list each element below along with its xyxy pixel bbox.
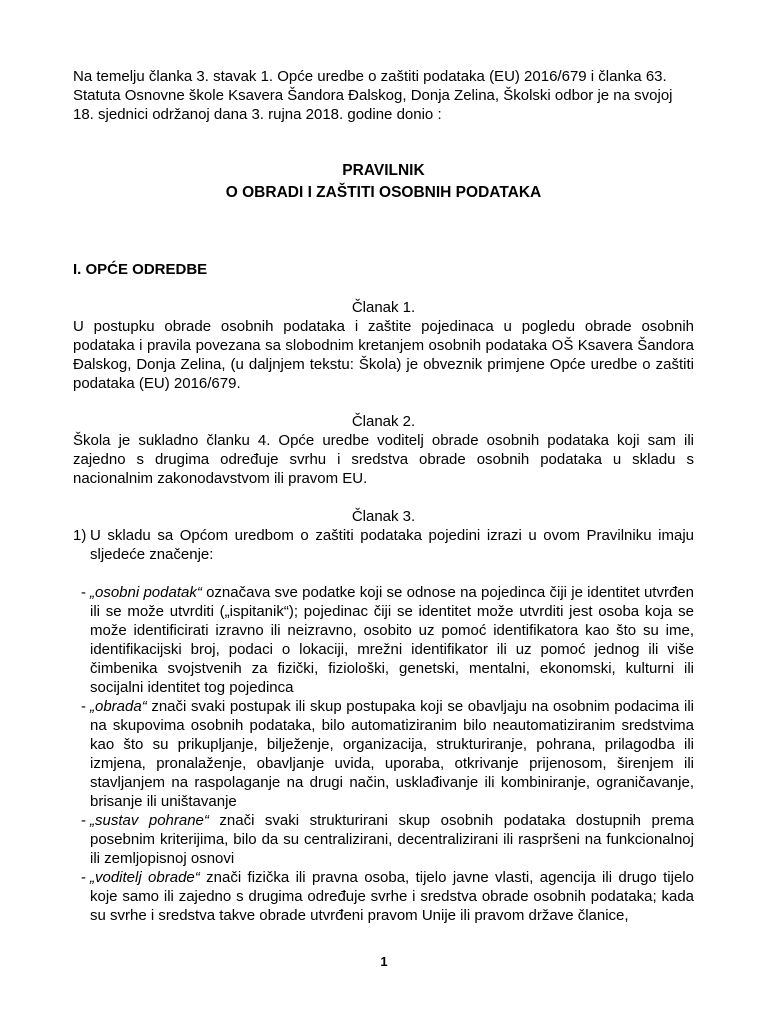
- section-heading: I. OPĆE ODREDBE: [73, 261, 208, 278]
- definition-text: znači fizička ili pravna osoba, tijelo javne vlasti, agencija ili drugo tijelo koje samo ili zajedno s drugima određuje svrhe i sredstva obrade osobnih podataka; kada su svrhe i sredstva takve obrade utvrđeni pravom Unije ili pravom države članice,: [90, 869, 694, 924]
- list-dash: -: [81, 584, 86, 601]
- definition-item: [73, 868, 694, 925]
- definitions-list: [73, 583, 694, 925]
- article-3-heading: Članak 3.: [351, 508, 416, 525]
- document-page: [73, 67, 694, 925]
- article-1-heading: Članak 1.: [351, 299, 416, 316]
- definition-item: [73, 811, 694, 868]
- definition-term: „sustav pohrane“: [90, 812, 209, 829]
- definition-item: [73, 583, 694, 697]
- definition-text: znači svaki strukturirani skup osobnih podataka dostupnih prema posebnim kriterijima, bilo da su centralizirani, decentralizirani ili raspršeni na funkcionalnoj ili zemljopisnoj osnovi: [90, 812, 694, 867]
- title-line-1: PRAVILNIK: [342, 162, 425, 179]
- item-text: U skladu sa Općom uredbom o zaštiti podataka pojedini izrazi u ovom Pravilniku imaju sljedeće značenje:: [90, 527, 694, 563]
- article-2-text: Škola je sukladno članku 4. Opće uredbe voditelj obrade osobnih podataka koji sam ili zajedno s drugima određuje svrhu i sredstva obrade osobnih podataka u skladu s nacionalnim zakonodavstvom ili pravom EU.: [73, 432, 694, 487]
- article-1-text: U postupku obrade osobnih podataka i zaštite pojedinaca u pogledu obrade osobnih podataka i pravila povezana sa slobodnim kretanjem osobnih podataka OŠ Ksavera Šandora Đalskog, Donja Zelina, (u daljnjem tekstu: Škola) je obveznik primjene Opće uredbe o zaštiti podataka (EU) 2016/679.: [73, 318, 694, 392]
- title-line-2: O OBRADI I ZAŠTITI OSOBNIH PODATAKA: [225, 184, 542, 201]
- document-title: [73, 160, 694, 204]
- definition-text: označava sve podatke koji se odnose na pojedinca čiji je identitet utvrđen ili se može utvrditi („ispitanik“); pojedinac čiji se identitet može utvrditi jest osoba koja se može identificirati izravno ili neizravno, osobito uz pomoć identifikatora kao što su ime, identifikacijski broj, podaci o lokaciji, mrežni identifikator ili uz pomoć jednog ili više čimbenika svojstvenih za fizički, fiziološki, genetski, mentalni, ekonomski, kulturni ili socijalni identitet tog pojedinca: [90, 584, 694, 696]
- definition-item: [73, 697, 694, 811]
- definition-term: „obrada“: [90, 698, 147, 715]
- list-dash: -: [81, 869, 86, 886]
- definition-term: „osobni podatak“: [90, 584, 202, 601]
- item-number: 1): [73, 527, 87, 544]
- list-dash: -: [81, 812, 86, 829]
- article-2-heading: Članak 2.: [351, 413, 416, 430]
- definition-term: „voditelj obrade“: [90, 869, 200, 886]
- list-dash: -: [81, 698, 86, 715]
- page-number: 1: [380, 954, 388, 969]
- article-3-item: [73, 526, 694, 564]
- definition-text: znači svaki postupak ili skup postupaka koji se obavljaju na osobnim podacima ili na skupovima osobnih podataka, bilo automatiziranim bilo neautomatiziranim sredstvima kao što su prikupljanje, bilježenje, organizacija, strukturiranje, pohrana, prilagodba ili izmjena, pronalaženje, obavljanje uvida, uporaba, otkrivanje prijenosom, širenjem ili stavljanjem na raspolaganje na drugi način, usklađivanje ili kombiniranje, ograničavanje, brisanje ili uništavanje: [90, 698, 694, 810]
- intro-paragraph: Na temelju članka 3. stavak 1. Opće uredbe o zaštiti podataka (EU) 2016/679 i članka 63. Statuta Osnovne škole Ksavera Šandora Đalskog, Donja Zelina, Školski odbor je na svojoj 18. sjednici održanoj dana 3. rujna 2018. godine donio :: [73, 68, 673, 123]
